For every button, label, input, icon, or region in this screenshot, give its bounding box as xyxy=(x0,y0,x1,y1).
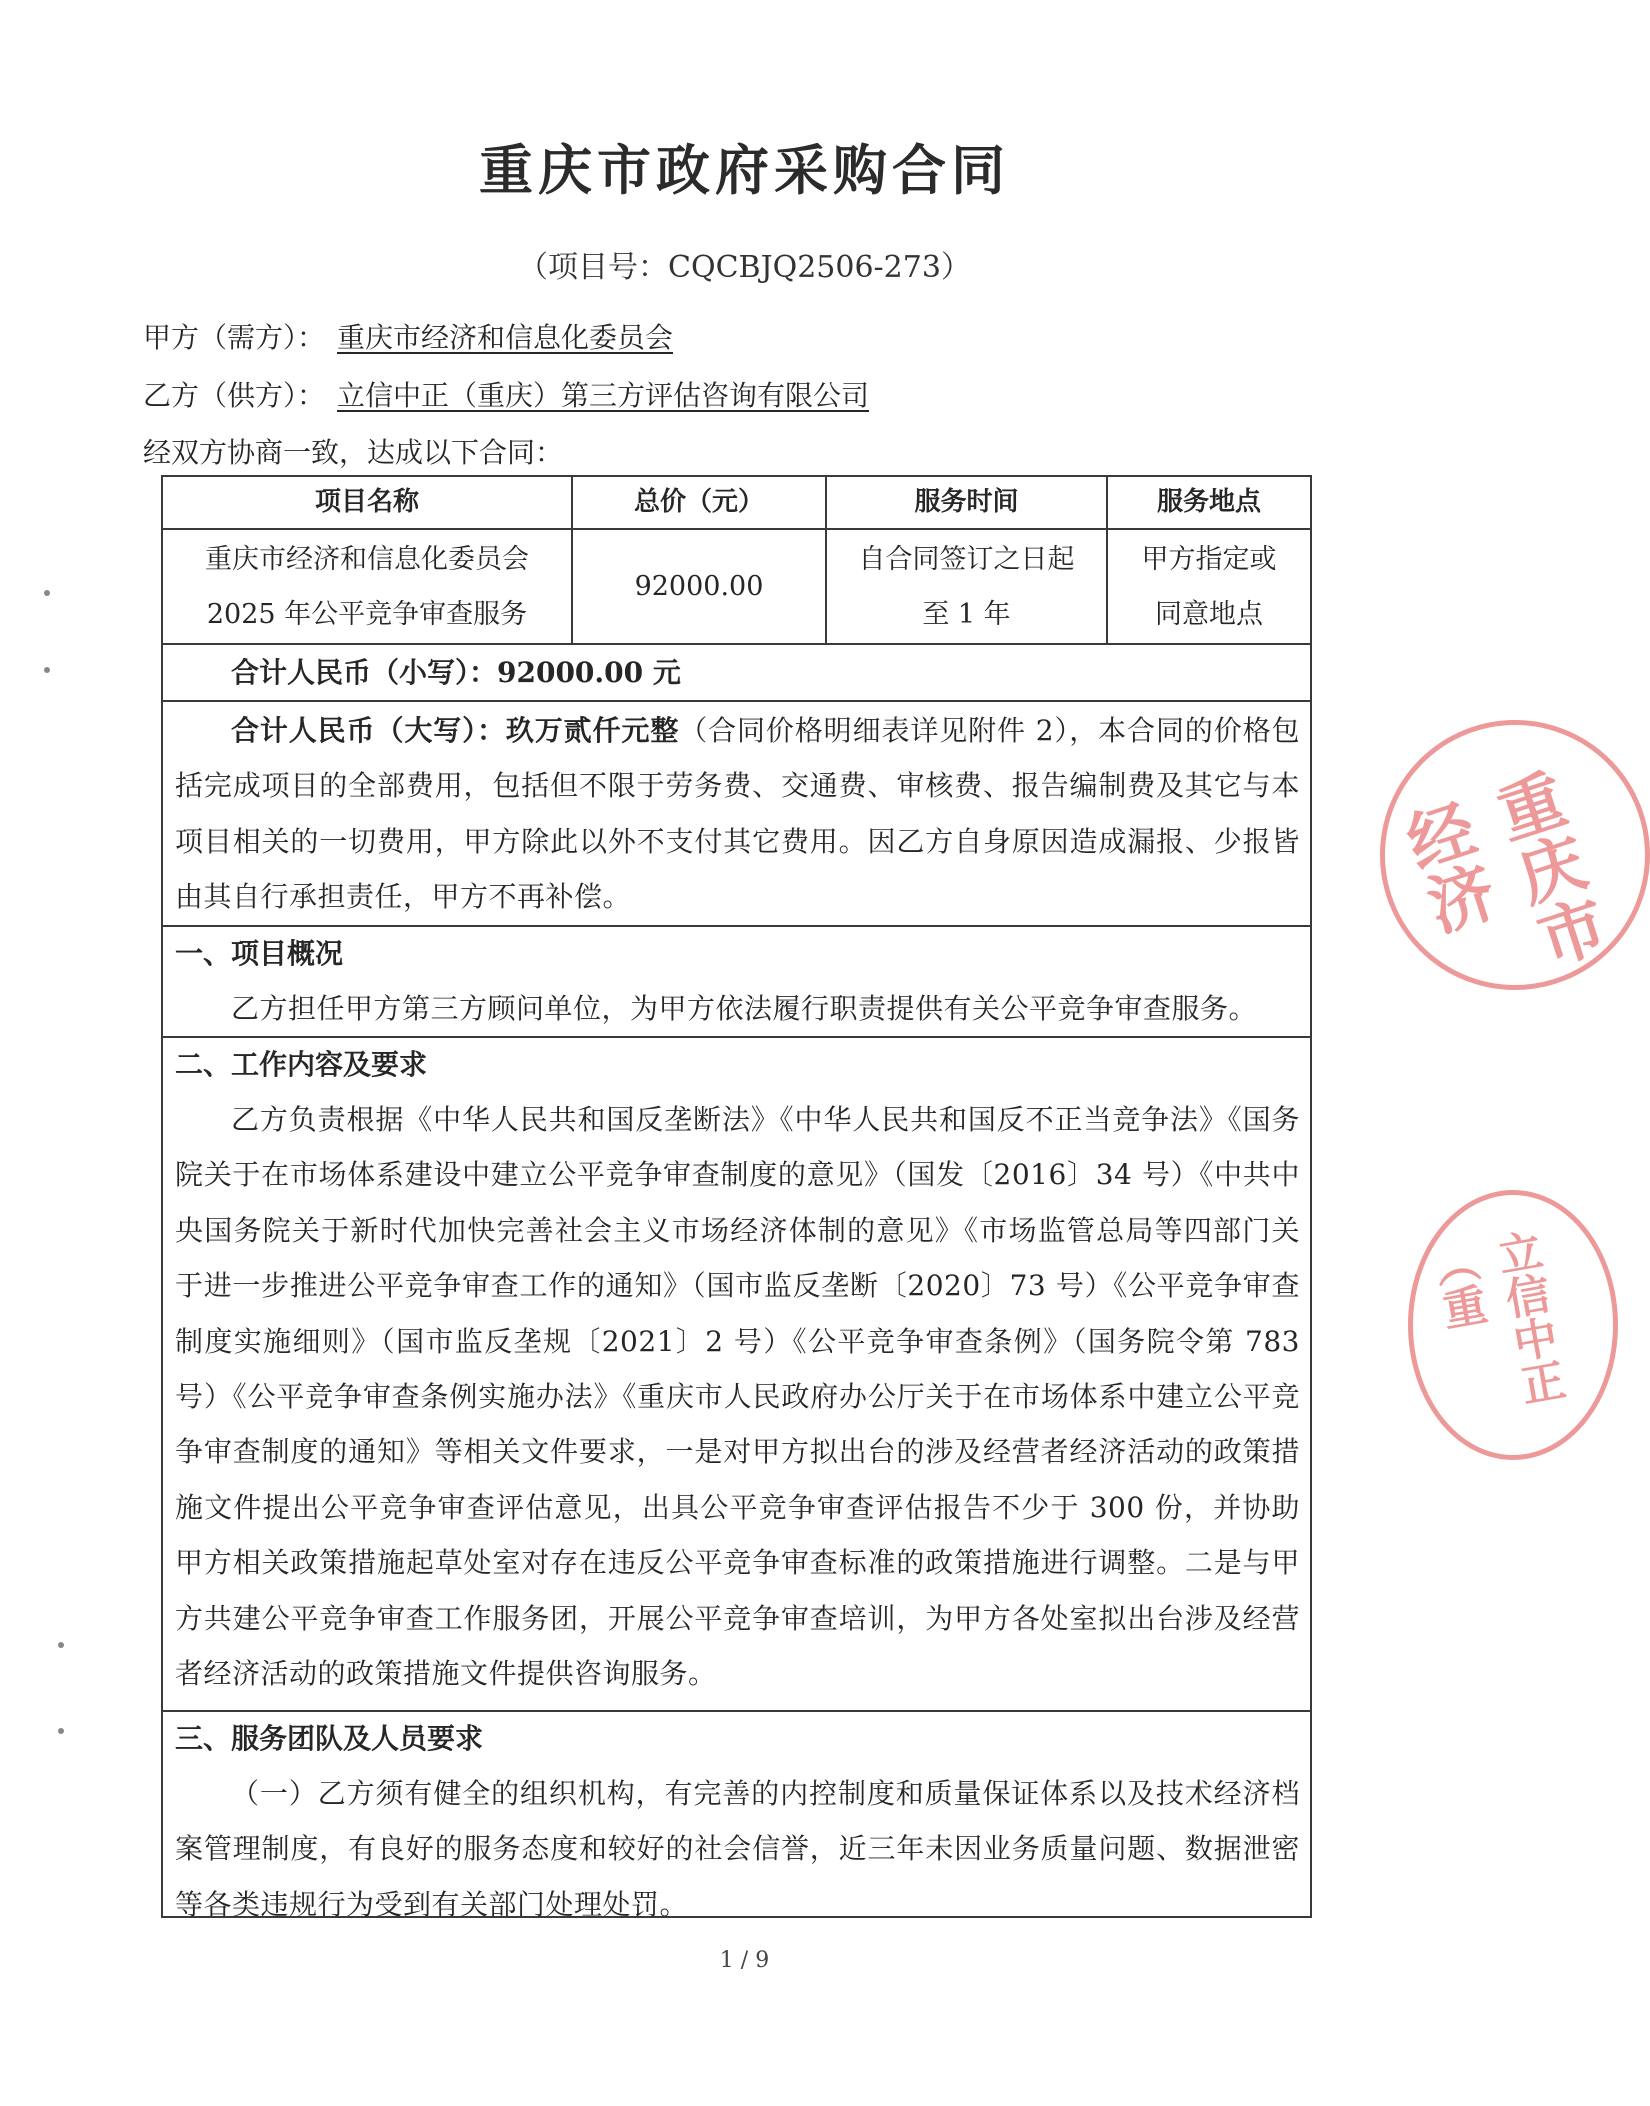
header-total-price: 总价（元） xyxy=(633,487,764,517)
scan-speck xyxy=(44,667,50,673)
party-b-value: 立信中正（重庆）第三方评估咨询有限公司 xyxy=(337,379,870,412)
total-lower: 合计人民币（小写）：92000.00 元 xyxy=(231,656,681,689)
section-1-text: 乙方担任甲方第三方顾问单位，为甲方依法履行职责提供有关公平竞争审查服务。 xyxy=(231,992,1258,1025)
section-3-title: 三、服务团队及人员要求 xyxy=(175,1722,484,1755)
seal-2-text: 立信中正（重 xyxy=(1423,1226,1568,1409)
project-name-line1: 重庆市经济和信息化委员会 xyxy=(205,543,529,575)
party-b-label: 乙方（供方）： xyxy=(143,379,326,412)
document-title: 重庆市政府采购合同 xyxy=(479,138,1010,202)
page-number: 1 / 9 xyxy=(719,1948,770,1973)
party-a-label: 甲方（需方）： xyxy=(143,321,326,354)
service-place-line1: 甲方指定或 xyxy=(1141,543,1277,575)
scan-speck xyxy=(58,1728,64,1734)
service-place-line2: 同意地点 xyxy=(1155,598,1263,630)
section-1-title: 一、项目概况 xyxy=(175,937,344,970)
party-a-value: 重庆市经济和信息化委员会 xyxy=(337,321,674,354)
row-divider xyxy=(161,700,1312,702)
agreement-intro: 经双方协商一致，达成以下合同： xyxy=(143,436,564,469)
cell-service-place xyxy=(1108,530,1310,643)
total-upper-paragraph xyxy=(175,703,1300,925)
service-time-line2: 至 1 年 xyxy=(922,598,1011,630)
section-2-title: 二、工作内容及要求 xyxy=(175,1048,428,1081)
party-b xyxy=(143,376,869,416)
service-time-line1: 自合同签订之日起 xyxy=(858,543,1075,575)
cell-service-time xyxy=(827,530,1106,643)
cell-project-name xyxy=(163,530,571,643)
scan-speck xyxy=(44,590,50,596)
seal-1-text: 重庆市经济 xyxy=(1388,763,1615,976)
header-project-name: 项目名称 xyxy=(314,487,419,517)
party-a xyxy=(143,318,673,358)
section-3-text: （一）乙方须有健全的组织机构，有完善的内控制度和质量保证体系以及技术经济档案管理制度，有良好的服务态度和较好的社会信誉，近三年未因业务质量问题、数据泄密等各类违规行为受到有关部门处理处罚。 xyxy=(175,1777,1300,1921)
cell-total-price: 92000.00 xyxy=(634,571,764,602)
header-service-time: 服务时间 xyxy=(914,487,1019,517)
official-seal-stamp xyxy=(1380,720,1650,990)
scan-speck xyxy=(58,1642,64,1648)
header-service-place: 服务地点 xyxy=(1156,487,1261,517)
total-upper-text: （合同价格明细表详见附件 2），本合同的价格包括完成项目的全部费用，包括但不限于劳务费、交通费、审核费、报告编制费及其它与本项目相关的一切费用，甲方除此以外不支付其它费用。因乙方自身原因造成漏报、少报皆由其自行承担责任，甲方不再补偿。 xyxy=(175,714,1301,914)
total-upper-label: 合计人民币（大写）：玖万贰仟元整 xyxy=(231,714,680,747)
section-2-text: 乙方负责根据《中华人民共和国反垄断法》《中华人民共和国反不正当竞争法》《国务院关于在市场体系建设中建立公平竞争审查制度的意见》（国发〔2016〕34 号）《中共中央国务院关于新时代加快完善社会主义市场经济体制的意见》《市场监管总局等四部门关于进一步推进公平竞争审查工作的通知》（国市监反垄断〔2020〕73 号）《公平竞争审查制度实施细则》（国市监反垄规〔2021〕2 号）《公平竞争审查条例》（国务院令第 783 号）《公平竞争审查条例实施办法》《重庆市人民政府办公厅关于在市场体系中建立公平竞争审查制度的通知》等相关文件要求，一是对甲方拟出台的涉及经营者经济活动的政策措施文件提出公平竞争审查评估意见，出具公平竞争审查评估报告不少于 300 份，并协助甲方相关政策措施起草处室对存在违反公平竞争审查标准的政策措施进行调整。二是与甲方共建公平竞争审查工作服务团，开展公平竞争审查培训，为甲方各处室拟出台涉及经营者经济活动的政策措施文件提供咨询服务。 xyxy=(175,1103,1300,1691)
project-name-line2: 2025 年公平竞争审查服务 xyxy=(206,598,528,630)
official-seal-stamp xyxy=(1408,1190,1618,1460)
project-number: （项目号：CQCBJQ2506-273） xyxy=(518,250,971,285)
